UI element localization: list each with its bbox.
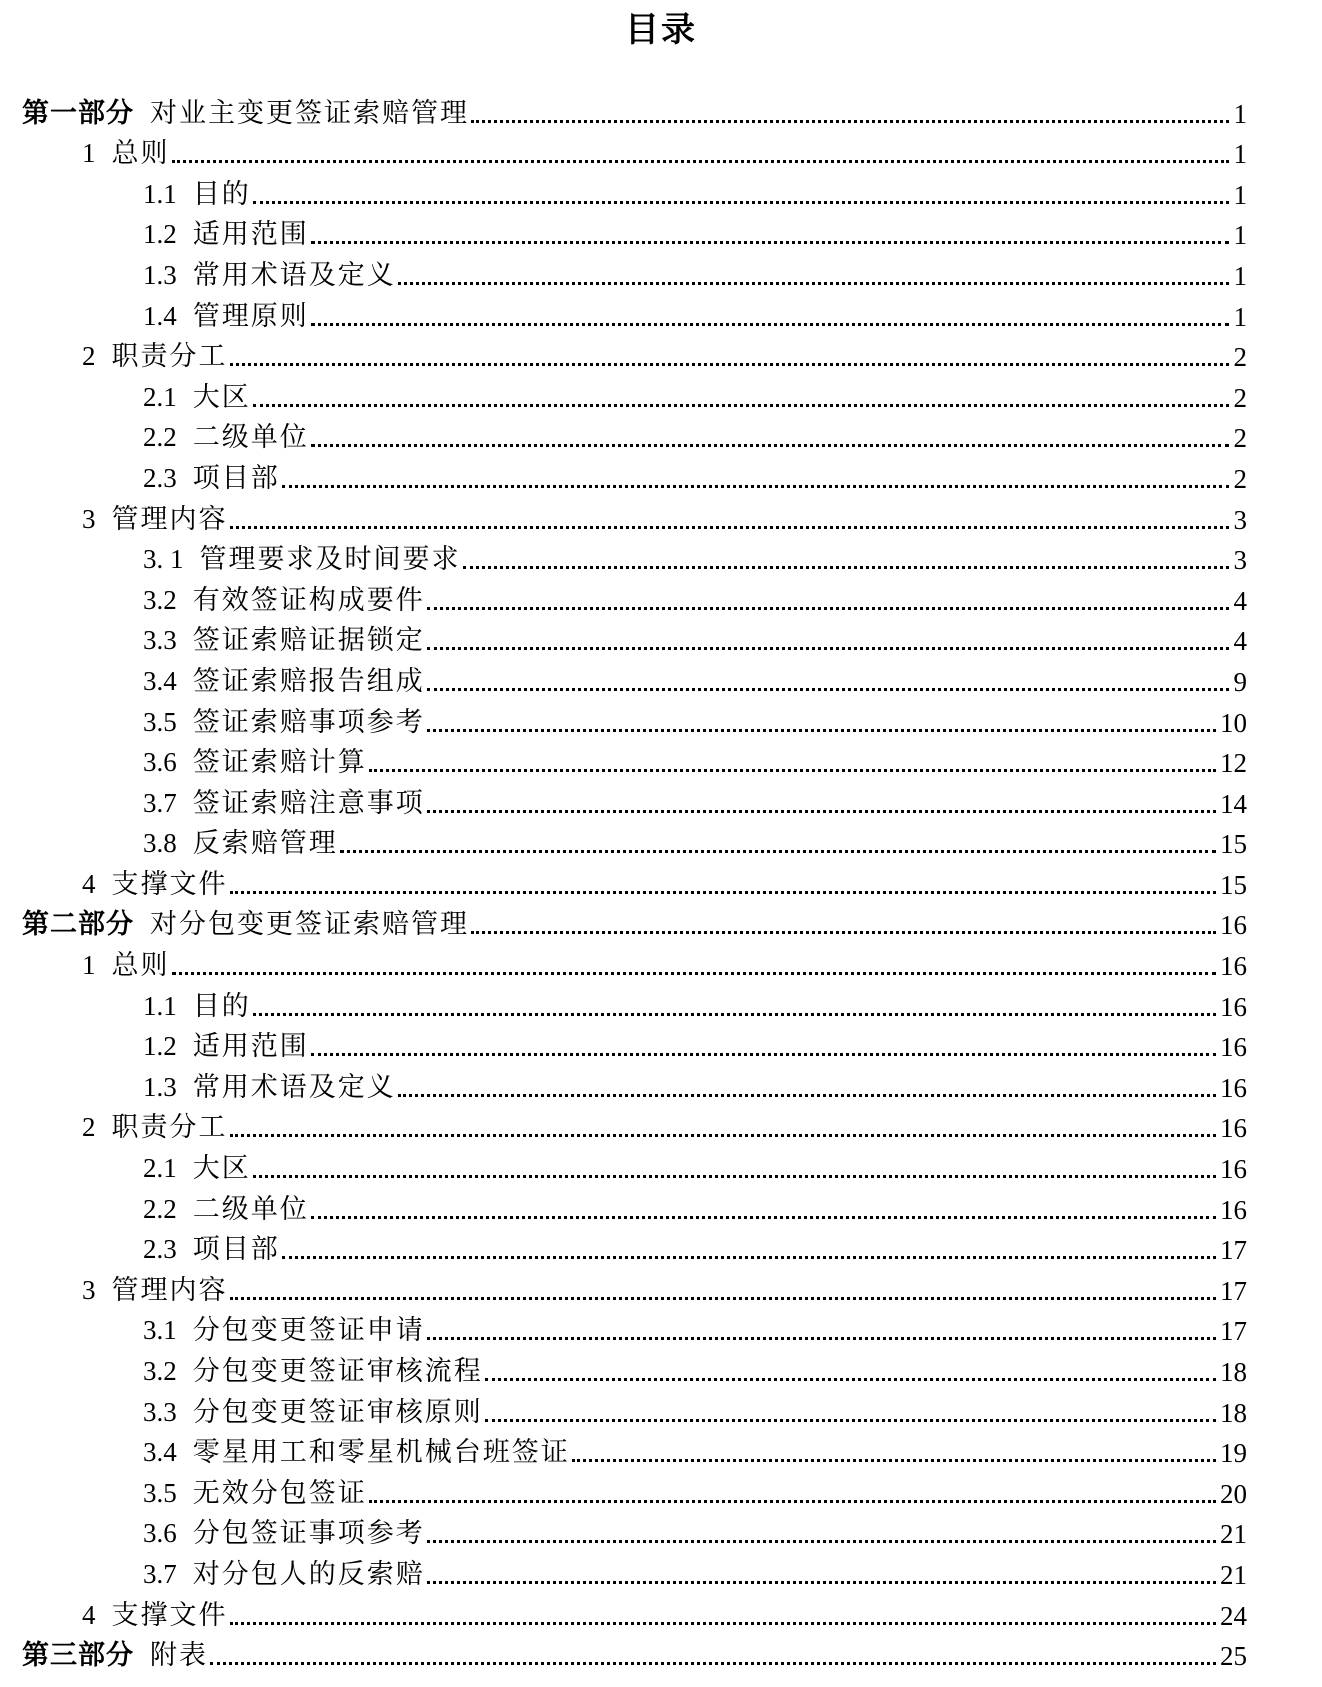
dot-leader	[427, 607, 1229, 610]
toc-entry-title: 大区	[192, 1153, 251, 1185]
table-of-contents	[0, 92, 1322, 1675]
toc-section-number: 1	[82, 950, 96, 981]
dot-leader	[427, 688, 1229, 691]
toc-entry-title: 有效签证构成要件	[192, 584, 425, 616]
toc-subsection-entry[interactable]	[0, 1310, 1322, 1351]
toc-page-number: 16	[1220, 1154, 1247, 1185]
toc-page-number: 15	[1220, 869, 1247, 900]
page-title: 目录	[625, 10, 697, 50]
toc-entry-title: 目的	[192, 178, 251, 210]
toc-page-number: 17	[1220, 1275, 1247, 1306]
toc-subsection-entry[interactable]	[0, 295, 1322, 336]
dot-leader	[282, 485, 1229, 488]
toc-entry-text	[143, 786, 425, 821]
toc-subsection-entry[interactable]	[0, 1147, 1322, 1188]
toc-entry-title: 签证索赔注意事项	[192, 787, 425, 819]
toc-entry-text	[143, 745, 367, 780]
toc-page-number: 1	[1233, 179, 1247, 210]
toc-subsection-entry[interactable]	[0, 214, 1322, 255]
toc-page-number: 1	[1233, 220, 1247, 251]
dot-leader	[427, 810, 1216, 813]
toc-entry-title: 常用术语及定义	[192, 259, 396, 291]
toc-page-number: 21	[1220, 1559, 1247, 1590]
toc-entry-title: 大区	[192, 381, 251, 413]
toc-section-number: 3.6	[143, 747, 177, 778]
toc-entry-title: 二级单位	[192, 422, 309, 454]
toc-entry-text	[143, 1029, 309, 1064]
toc-page-number: 1	[1233, 260, 1247, 291]
toc-entry-text	[82, 1273, 228, 1308]
dot-leader	[230, 363, 1230, 366]
toc-page-number: 3	[1233, 504, 1247, 535]
toc-subsection-entry[interactable]	[0, 1229, 1322, 1270]
toc-subsection-entry[interactable]	[0, 660, 1322, 701]
toc-entry-text	[143, 826, 338, 861]
toc-entry-text	[143, 705, 425, 740]
toc-page-number: 1	[1233, 139, 1247, 170]
toc-entry-title: 管理内容	[111, 1274, 228, 1306]
toc-subsection-entry[interactable]	[0, 579, 1322, 620]
toc-page-number: 16	[1220, 1194, 1247, 1225]
toc-entry-title: 支撑文件	[111, 1599, 228, 1631]
toc-entry-text	[82, 136, 170, 171]
dot-leader	[311, 444, 1229, 447]
toc-entry-text	[143, 1192, 309, 1227]
toc-section-number: 3	[82, 1274, 96, 1305]
toc-subsection-entry[interactable]	[0, 701, 1322, 742]
toc-page-number: 4	[1233, 626, 1247, 657]
toc-page-number: 18	[1220, 1357, 1247, 1387]
toc-section-number: 2.1	[143, 1153, 177, 1184]
dot-leader	[427, 729, 1216, 732]
toc-page-number: 17	[1220, 1235, 1247, 1266]
toc-section-number: 2.3	[143, 1234, 177, 1265]
toc-entry-title: 常用术语及定义	[192, 1071, 396, 1103]
toc-entry-text	[143, 258, 396, 293]
toc-subsection-entry[interactable]	[0, 173, 1322, 214]
toc-section-number: 3.7	[143, 1558, 177, 1589]
toc-entry-title: 项目部	[192, 1234, 280, 1266]
toc-entry-title: 分包变更签证审核流程	[192, 1356, 483, 1387]
toc-subsection-entry[interactable]	[0, 376, 1322, 417]
toc-section-number: 3.8	[143, 828, 177, 859]
toc-section-number: 1.3	[143, 1071, 177, 1102]
toc-page-number: 2	[1233, 342, 1247, 373]
dot-leader	[471, 931, 1216, 934]
dot-leader	[572, 1459, 1216, 1462]
toc-entry-title: 对分包变更签证索赔管理	[150, 909, 469, 941]
toc-section-number: 3.3	[143, 625, 177, 656]
dot-leader	[427, 647, 1229, 650]
toc-section-number: 4	[82, 1599, 96, 1630]
toc-page-number: 16	[1220, 1072, 1247, 1103]
toc-section-entry[interactable]	[0, 133, 1322, 174]
toc-page-number: 12	[1220, 748, 1247, 779]
toc-subsection-entry[interactable]	[0, 1553, 1322, 1594]
toc-subsection-entry[interactable]	[0, 417, 1322, 458]
toc-entry-title: 对业主变更签证索赔管理	[150, 97, 469, 129]
toc-subsection-entry[interactable]	[0, 1188, 1322, 1229]
toc-page-number: 16	[1220, 910, 1247, 941]
toc-part-entry[interactable]	[0, 904, 1322, 945]
toc-entry-text	[143, 217, 309, 252]
toc-section-number: 1.3	[143, 259, 177, 290]
toc-subsection-entry[interactable]	[0, 457, 1322, 498]
toc-entry-text	[143, 177, 251, 212]
toc-entry-text	[143, 1435, 570, 1470]
dot-leader	[311, 1053, 1216, 1056]
dot-leader	[172, 160, 1230, 163]
toc-section-number: 1	[82, 138, 96, 169]
dot-leader	[230, 1622, 1217, 1625]
toc-section-number: 2	[82, 341, 96, 372]
toc-subsection-entry[interactable]	[0, 1350, 1322, 1391]
toc-section-number: 3.1	[143, 1315, 177, 1346]
toc-subsection-entry[interactable]	[0, 254, 1322, 295]
dot-leader	[230, 891, 1217, 894]
toc-subsection-entry[interactable]	[0, 1513, 1322, 1554]
toc-page-number: 24	[1220, 1600, 1247, 1631]
toc-page-number: 18	[1220, 1397, 1247, 1428]
toc-entry-text	[82, 1110, 228, 1145]
toc-entry-title: 职责分工	[111, 341, 228, 373]
toc-section-number: 1.1	[143, 178, 177, 209]
toc-subsection-entry[interactable]	[0, 1432, 1322, 1473]
toc-page-number: 3	[1233, 545, 1247, 576]
toc-entry-text	[143, 583, 425, 618]
toc-entry-text	[143, 989, 251, 1024]
dot-leader	[253, 201, 1229, 204]
toc-page-number: 4	[1233, 585, 1247, 616]
toc-entry-text	[82, 948, 170, 983]
toc-entry-text	[143, 420, 309, 455]
dot-leader	[369, 769, 1216, 772]
toc-entry-title: 管理要求及时间要求	[199, 544, 461, 576]
dot-leader	[172, 972, 1217, 975]
toc-entry-text	[143, 1151, 251, 1186]
toc-part-label: 第三部分	[22, 1640, 134, 1672]
toc-page-number: 17	[1220, 1316, 1247, 1347]
toc-page-number: 14	[1220, 788, 1247, 819]
toc-entry-title: 签证索赔证据锁定	[192, 625, 425, 657]
toc-entry-title: 二级单位	[192, 1193, 309, 1225]
toc-section-number: 1.4	[143, 300, 177, 331]
toc-entry-title: 零星用工和零星机械台班签证	[192, 1437, 570, 1469]
toc-section-number: 3.2	[143, 584, 177, 615]
dot-leader	[210, 1662, 1216, 1665]
toc-section-number: 3.2	[143, 1356, 177, 1386]
toc-page-number: 2	[1233, 423, 1247, 454]
toc-subsection-entry[interactable]	[0, 823, 1322, 864]
toc-section-number: 3	[82, 503, 96, 534]
toc-section-entry[interactable]	[0, 498, 1322, 539]
toc-subsection-entry[interactable]	[0, 1066, 1322, 1107]
toc-section-number: 2.2	[143, 1193, 177, 1224]
toc-subsection-entry[interactable]	[0, 1026, 1322, 1067]
toc-entry-text	[22, 97, 469, 131]
dot-leader	[340, 850, 1216, 853]
toc-entry-text	[82, 339, 228, 374]
toc-entry-title: 签证索赔计算	[192, 747, 367, 779]
dot-leader	[311, 1216, 1216, 1219]
toc-part-entry[interactable]	[0, 92, 1322, 133]
toc-section-number: 1.2	[143, 1031, 177, 1062]
dot-leader	[398, 1094, 1216, 1097]
toc-entry-title: 支撑文件	[111, 868, 228, 900]
toc-subsection-entry[interactable]	[0, 985, 1322, 1026]
toc-entry-text	[143, 664, 425, 699]
toc-page-number: 16	[1220, 951, 1247, 982]
toc-part-entry[interactable]	[0, 1635, 1322, 1676]
toc-page-number: 15	[1220, 829, 1247, 860]
dot-leader	[485, 1419, 1216, 1422]
toc-page-number: 10	[1220, 707, 1247, 738]
toc-subsection-entry[interactable]	[0, 1391, 1322, 1432]
toc-section-number: 2	[82, 1112, 96, 1143]
toc-page-number: 2	[1233, 463, 1247, 494]
dot-leader	[427, 1540, 1216, 1543]
toc-entry-title: 适用范围	[192, 1031, 309, 1063]
dot-leader	[253, 1013, 1216, 1016]
toc-section-entry[interactable]	[0, 944, 1322, 985]
toc-section-number: 3. 1	[143, 544, 184, 575]
toc-page-number: 2	[1233, 382, 1247, 413]
toc-entry-text	[82, 867, 228, 902]
dot-leader	[427, 1581, 1216, 1584]
toc-section-number: 2.3	[143, 462, 177, 493]
toc-entry-title: 分包变更签证申请	[192, 1315, 425, 1347]
toc-entry-text	[143, 1557, 425, 1592]
toc-entry-text	[143, 1354, 483, 1389]
toc-section-entry[interactable]	[0, 863, 1322, 904]
toc-entry-title: 管理内容	[111, 503, 228, 535]
toc-section-entry[interactable]	[0, 336, 1322, 377]
dot-leader	[253, 1175, 1216, 1178]
toc-entry-text	[143, 1070, 396, 1105]
toc-entry-text	[82, 1598, 228, 1633]
toc-subsection-entry[interactable]	[0, 620, 1322, 661]
toc-subsection-entry[interactable]	[0, 1472, 1322, 1513]
toc-entry-title: 项目部	[192, 462, 280, 494]
toc-entry-text	[143, 461, 280, 496]
toc-section-entry[interactable]	[0, 1269, 1322, 1310]
toc-entry-title: 无效分包签证	[192, 1477, 367, 1509]
toc-page-number: 1	[1233, 301, 1247, 332]
toc-entry-title: 目的	[192, 990, 251, 1022]
toc-subsection-entry[interactable]	[0, 742, 1322, 783]
toc-entry-title: 附表	[150, 1640, 208, 1672]
toc-section-number: 3.6	[143, 1518, 177, 1549]
toc-page-number: 16	[1220, 991, 1247, 1022]
dot-leader	[463, 566, 1230, 569]
toc-entry-title: 签证索赔事项参考	[192, 706, 425, 738]
toc-entry-text	[143, 1313, 425, 1348]
toc-section-entry[interactable]	[0, 1107, 1322, 1148]
toc-entry-title: 总则	[111, 138, 170, 170]
dot-leader	[230, 1134, 1217, 1137]
toc-section-entry[interactable]	[0, 1594, 1322, 1635]
dot-leader	[230, 1297, 1217, 1300]
dot-leader	[427, 1337, 1216, 1340]
toc-section-number: 3.3	[143, 1396, 177, 1427]
toc-page-number: 25	[1220, 1641, 1247, 1672]
toc-entry-text	[143, 1395, 483, 1430]
toc-page-number: 20	[1220, 1478, 1247, 1509]
dot-leader	[485, 1378, 1216, 1381]
toc-entry-title: 反索赔管理	[192, 828, 338, 860]
toc-section-number: 3.5	[143, 706, 177, 737]
toc-subsection-entry[interactable]	[0, 782, 1322, 823]
dot-leader	[230, 526, 1230, 529]
toc-entry-text	[82, 502, 228, 537]
toc-entry-title: 管理原则	[192, 300, 309, 332]
toc-section-number: 4	[82, 868, 96, 899]
dot-leader	[398, 282, 1229, 285]
dot-leader	[471, 120, 1229, 123]
toc-page-number: 9	[1233, 666, 1247, 697]
toc-section-number: 1.1	[143, 990, 177, 1021]
dot-leader	[311, 241, 1229, 244]
toc-page-number: 19	[1220, 1438, 1247, 1469]
toc-entry-text	[143, 542, 461, 577]
toc-page-number: 16	[1220, 1113, 1247, 1144]
toc-entry-text	[22, 908, 469, 942]
dot-leader	[282, 1256, 1216, 1259]
toc-section-number: 3.4	[143, 1437, 177, 1468]
toc-entry-text	[143, 299, 309, 334]
toc-section-number: 2.2	[143, 422, 177, 453]
toc-part-label: 第一部分	[22, 97, 134, 129]
toc-section-number: 2.1	[143, 381, 177, 412]
toc-subsection-entry[interactable]	[0, 539, 1322, 580]
toc-entry-title: 对分包人的反索赔	[192, 1558, 425, 1590]
toc-entry-title: 分包变更签证审核原则	[192, 1396, 483, 1428]
toc-entry-text	[143, 1232, 280, 1267]
dot-leader	[369, 1500, 1216, 1503]
dot-leader	[311, 323, 1229, 326]
toc-entry-title: 职责分工	[111, 1112, 228, 1144]
toc-section-number: 3.7	[143, 787, 177, 818]
toc-section-number: 1.2	[143, 219, 177, 250]
toc-entry-title: 总则	[111, 950, 170, 982]
toc-entry-text	[143, 1476, 367, 1511]
toc-section-number: 3.5	[143, 1477, 177, 1508]
toc-entry-title: 适用范围	[192, 219, 309, 251]
toc-page-number: 1	[1233, 98, 1247, 129]
toc-entry-text	[143, 380, 251, 415]
toc-section-number: 3.4	[143, 665, 177, 696]
toc-entry-text	[22, 1639, 208, 1673]
toc-page-number: 16	[1220, 1032, 1247, 1063]
toc-part-label: 第二部分	[22, 909, 134, 941]
toc-entry-text	[143, 1516, 425, 1551]
toc-entry-text	[143, 623, 425, 658]
toc-entry-title: 签证索赔报告组成	[192, 665, 425, 697]
dot-leader	[253, 404, 1229, 407]
toc-entry-title: 分包签证事项参考	[192, 1518, 425, 1550]
toc-page-number: 21	[1220, 1519, 1247, 1550]
